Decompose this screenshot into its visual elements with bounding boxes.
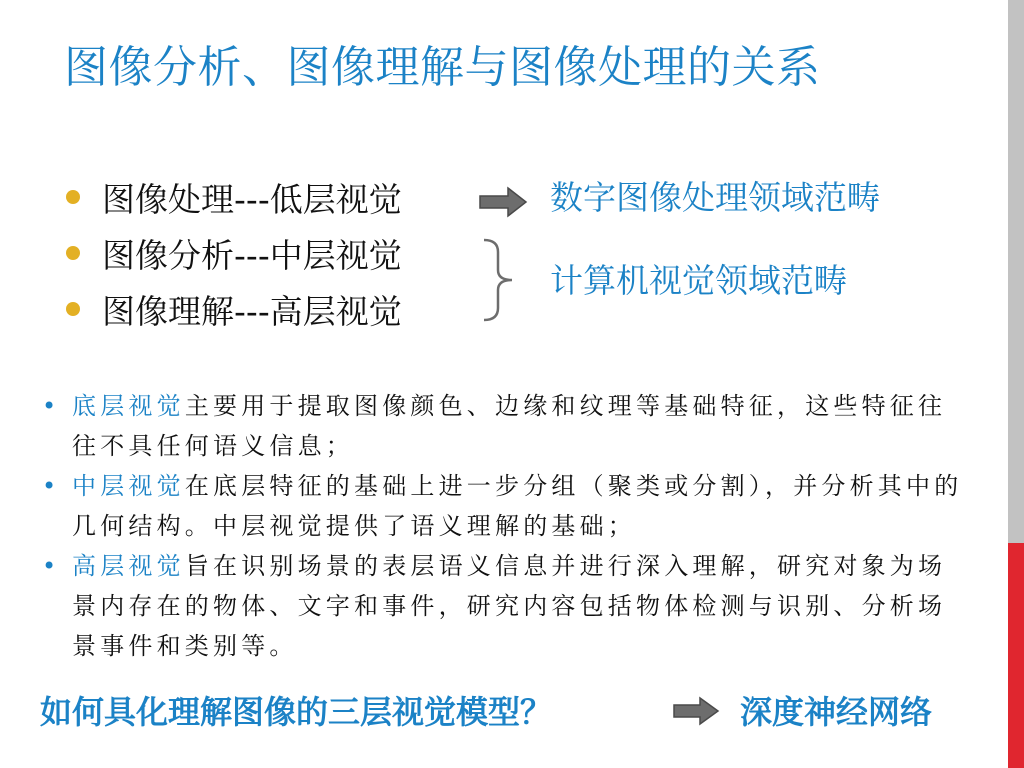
list-item-label: 图像处理---低层视觉	[102, 180, 402, 219]
slide-title: 图像分析、图像理解与图像处理的关系	[64, 42, 821, 93]
bottom-question: 如何具化理解图像的三层视觉模型？	[40, 693, 553, 731]
right-arrow-icon	[672, 696, 720, 726]
slide-edge-bar	[1008, 0, 1024, 768]
bottom-answer: 深度神经网络	[740, 693, 933, 731]
bullet-icon: •	[42, 552, 57, 580]
vision-notes-list	[40, 386, 970, 666]
list-item-label: 图像分析---中层视觉	[102, 236, 402, 275]
edge-red-segment	[1008, 543, 1024, 768]
right-arrow-icon	[478, 186, 528, 218]
bullet-dot-icon	[66, 302, 80, 316]
list-item-label: 图像理解---高层视觉	[102, 292, 402, 331]
note-text: 旨在识别场景的表层语义信息并进行深入理解，研究对象为场景内存在的物体、文字和事件，研究内容包括物体检测与识别、分析场景事件和类别等。	[72, 552, 947, 660]
note-keyword: 底层视觉	[72, 392, 185, 420]
note-high-level	[40, 546, 970, 666]
note-keyword: 中层视觉	[72, 472, 185, 500]
bullet-dot-icon	[66, 190, 80, 204]
note-mid-level	[40, 466, 970, 546]
note-text: 主要用于提取图像颜色、边缘和纹理等基础特征，这些特征往往不具任何语义信息；	[72, 392, 947, 460]
note-low-level	[40, 386, 970, 466]
bullet-icon: •	[42, 392, 57, 420]
note-text: 在底层特征的基础上进一步分组（聚类或分割），并分析其中的几何结构。中层视觉提供了语义理解的基础；	[72, 472, 963, 540]
computer-vision-scope: 计算机视觉领域范畴	[550, 261, 847, 300]
right-brace-icon	[480, 236, 526, 324]
bullet-icon: •	[42, 472, 57, 500]
note-keyword: 高层视觉	[72, 552, 185, 580]
edge-gray-segment	[1008, 0, 1024, 543]
bullet-dot-icon	[66, 246, 80, 260]
digital-image-processing-scope: 数字图像处理领域范畴	[550, 178, 880, 217]
